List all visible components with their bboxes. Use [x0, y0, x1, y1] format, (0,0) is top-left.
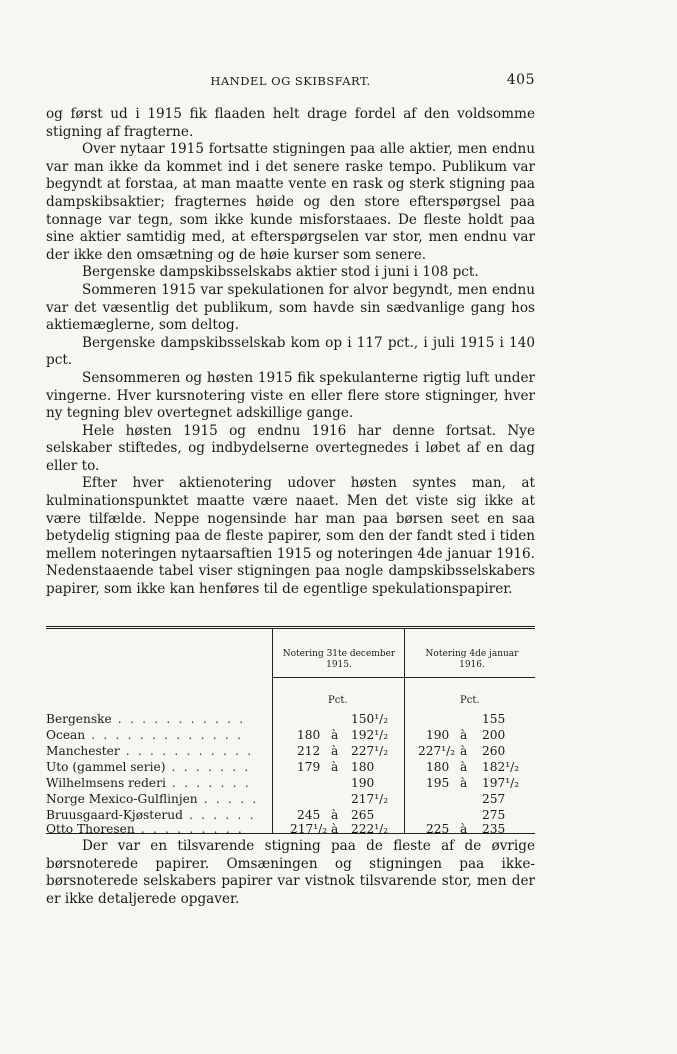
dec-high-value: 150¹/₂ — [351, 712, 389, 726]
company-label: Ocean — [46, 728, 86, 742]
company-label: Bergenske — [46, 712, 112, 726]
paragraph: Sommeren 1915 var spekulationen for alvor begyndt, men endnu var det væsentlig det publikum, som havde sin sædvanlige gang hos aktiemæglerne, som deltog. — [46, 281, 535, 334]
jan-high-value: 182¹/₂ — [482, 760, 520, 774]
company-name — [46, 728, 268, 742]
company-name — [46, 744, 268, 758]
company-label: Norge Mexico-Gulflinjen — [46, 792, 198, 806]
jan-low-value: 195 — [426, 776, 450, 790]
paragraph: Sensommeren og høsten 1915 fik spekulanterne rigtig luft under vingerne. Hver kursnotering viste en eller flere store stigninger, hver ny tegning blev overtegnet adskillige gange. — [46, 369, 535, 422]
table-row — [46, 712, 535, 726]
leader-dots: . . . . . . . . . . . . . — [85, 728, 244, 742]
jan-high-value: 260 — [482, 744, 506, 758]
leader-dots: . . . . . . . . . . . — [119, 744, 254, 758]
dec-high-value: 227¹/₂ — [351, 744, 389, 758]
range-separator: à — [331, 808, 339, 822]
range-separator: à — [460, 760, 468, 774]
table-row — [46, 776, 535, 790]
dec-low-value: 217¹/₂ — [290, 822, 328, 836]
closing-text — [46, 838, 535, 908]
range-separator: à — [331, 760, 339, 774]
body-text — [46, 106, 535, 599]
paragraph: Efter hver aktienotering udover høsten syntes man, at kulminationspunktet maatte være naaet. Men det viste sig ikke at være tilfælde. Neppe nogensinde har man paa børsen seet en saa betydelig stigning paa de fleste papirer, som den der fandt sted i tiden mellem noteringen nytaarsaftien 1915 og noteringen 4de januar 1916. Nedenstaaende tabel viser stigningen paa nogle dampskibsselskabers papirer, som ikke kan henføres til de egentlige spekulationspapirer. — [46, 475, 535, 598]
range-separator: à — [460, 822, 468, 836]
company-name — [46, 776, 268, 790]
dec-low-value: 179 — [297, 760, 321, 774]
dec-high-value: 180 — [351, 760, 375, 774]
paragraph: Hele høsten 1915 og endnu 1916 har denne fortsat. Nye selskaber stiftedes, og indbydelserne overtegnedes i løbet af en dag eller to. — [46, 422, 535, 474]
company-name — [46, 808, 268, 822]
dec-high-value: 217¹/₂ — [351, 792, 389, 806]
header-title: HANDEL OG SKIBSFART. — [210, 74, 371, 88]
dec-low-value: 245 — [297, 808, 321, 822]
dec-low-value: 180 — [297, 728, 321, 742]
leader-dots: . . . . . . . — [165, 760, 251, 774]
paragraph: Bergenske dampskibsselskabs aktier stod i juni i 108 pct. — [82, 264, 479, 281]
company-label: Uto (gammel serie) — [46, 760, 166, 774]
share-price-table — [46, 626, 535, 834]
jan-low-value: 227¹/₂ — [418, 744, 456, 758]
range-separator: à — [460, 728, 468, 742]
paragraph: Over nytaar 1915 fortsatte stigningen paa alle aktier, men endnu var man ikke da kommet ind i det senere raske tempo. Publikum var begyndt at forstaa, at man maatte vente en rask og sterk stigning paa dampskibsaktier; fragternes høide og den store efterspørgsel paa tonnage var tegn, som ikke kunde misforstaaes. De fleste holdt paa sine aktier samtidig med, at efterspørgselen var stor, men endnu var der ikke den omsætning og de høie kurser som senere. — [46, 141, 535, 263]
range-separator: à — [331, 822, 339, 836]
range-separator: à — [460, 744, 468, 758]
table-row — [46, 760, 535, 774]
range-separator: à — [331, 728, 339, 742]
range-separator: à — [460, 776, 468, 790]
leader-dots: . . . . . . — [182, 808, 256, 822]
paragraph: og først ud i 1915 fik flaaden helt drage fordel af den voldsomme stigning af fragterne. — [46, 106, 535, 140]
company-label: Bruusgaard-Kjøsterud — [46, 808, 183, 822]
jan-high-value: 197¹/₂ — [482, 776, 520, 790]
company-name — [46, 760, 268, 774]
leader-dots: . . . . . . . . . — [134, 822, 245, 836]
unit-label: Pct. — [460, 695, 480, 706]
table-row — [46, 792, 535, 806]
jan-low-value: 225 — [426, 822, 450, 836]
leader-dots: . . . . . — [197, 792, 259, 806]
column-header-jan-1916: Notering 4de januar 1916. — [425, 649, 519, 670]
jan-high-value: 257 — [482, 792, 506, 806]
table-row — [46, 744, 535, 758]
company-name — [46, 792, 268, 806]
dec-high-value: 192¹/₂ — [351, 728, 389, 742]
running-header — [46, 72, 535, 92]
company-label: Manchester — [46, 744, 120, 758]
paragraph: Bergenske dampskibsselskab kom op i 117 pct., i juli 1915 i 140 pct. — [46, 334, 535, 369]
paragraph: Der var en tilsvarende stigning paa de fleste af de øvrige børsnoterede papirer. Omsæningen og stigningen paa ikke-børsnoterede selskabers papirer var vistnok tilsvarende stor, men der er ikke detaljerede opgaver. — [46, 838, 535, 907]
jan-high-value: 275 — [482, 808, 506, 822]
range-separator: à — [331, 744, 339, 758]
company-label: Wilhelmsens rederi — [46, 776, 166, 790]
leader-dots: . . . . . . . — [165, 776, 251, 790]
table-row — [46, 822, 535, 836]
dec-high-value: 190 — [351, 776, 375, 790]
jan-low-value: 190 — [426, 728, 450, 742]
table-header-rule — [272, 677, 535, 678]
jan-high-value: 235 — [482, 822, 506, 836]
column-header-dec-1915: Notering 31te december 1915. — [282, 649, 396, 670]
table-row — [46, 728, 535, 742]
company-name — [46, 822, 268, 836]
table-row — [46, 808, 535, 822]
unit-label: Pct. — [328, 695, 348, 706]
jan-low-value: 180 — [426, 760, 450, 774]
leader-dots: . . . . . . . . . . . — [111, 712, 246, 726]
dec-high-value: 222¹/₂ — [351, 822, 389, 836]
dec-high-value: 265 — [351, 808, 375, 822]
jan-high-value: 155 — [482, 712, 506, 726]
page-number: 405 — [506, 72, 535, 88]
dec-low-value: 212 — [297, 744, 321, 758]
jan-high-value: 200 — [482, 728, 506, 742]
company-label: Otto Thoresen — [46, 822, 135, 836]
company-name — [46, 712, 268, 726]
